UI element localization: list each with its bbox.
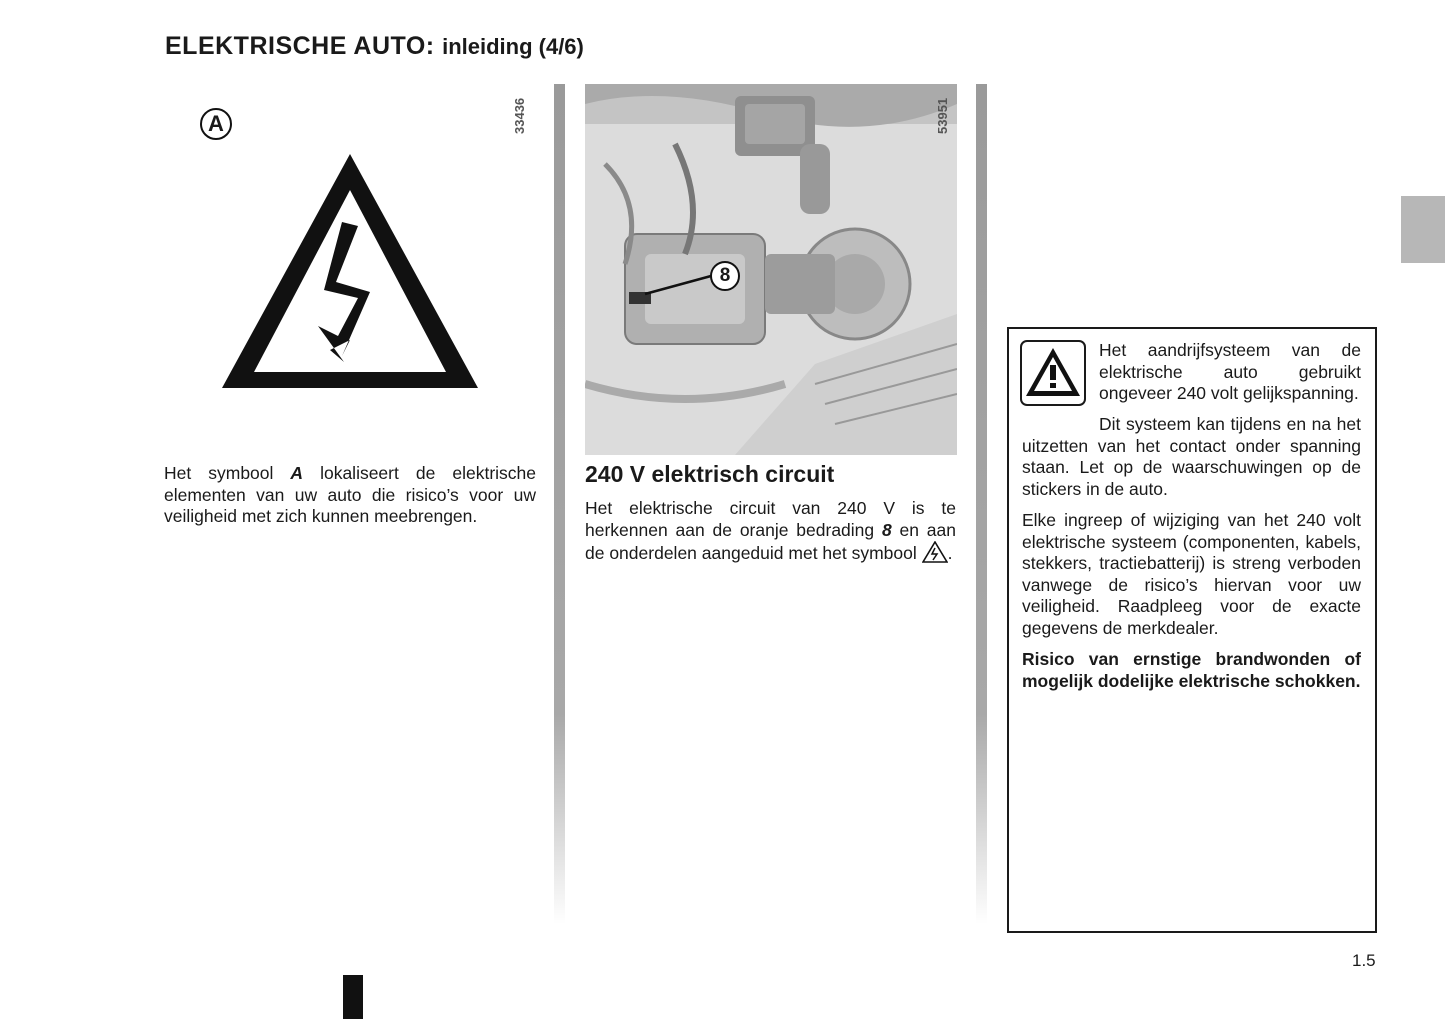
chapter-tab — [1401, 196, 1445, 263]
high-voltage-warning-icon — [218, 150, 482, 392]
figure-number-left: 33436 — [512, 97, 527, 134]
middle-text-before: Het elektrische circuit van 240 V is te herkennen aan de oranje bedrading — [585, 498, 956, 540]
callout-8: 8 — [719, 265, 731, 286]
left-paragraph — [164, 463, 536, 528]
engine-bay-photo — [585, 84, 957, 455]
warning-triangle-icon — [1022, 342, 1084, 404]
small-voltage-warning-icon — [922, 541, 948, 563]
print-mark — [343, 975, 363, 1019]
column-divider-right — [976, 84, 987, 924]
left-text-ref: A — [290, 463, 304, 483]
warning-paragraph-3: Elke ingreep of wijziging van het 240 volt elektrische systeem (componenten, kabels, stekkers, tractiebatterij) is streng verboden vanwege de risico’s hiervan voor uw veiligheid. Raadpleeg voor de exacte gegevens de merkdealer. — [1022, 510, 1361, 638]
warning-paragraph-1: Het aandrijfsysteem van de elektrische auto gebruikt ongeveer 240 volt gelijkspanning. — [1099, 340, 1361, 403]
title-sub: inleiding (4/6) — [442, 34, 584, 59]
page-number: 1.5 — [1352, 951, 1376, 970]
left-text-before: Het symbool — [164, 463, 291, 483]
figure-number-middle: 53951 — [935, 97, 950, 134]
figure-label-a: A — [200, 108, 232, 140]
middle-text-end: . — [947, 543, 953, 563]
middle-text-ref: 8 — [881, 519, 892, 540]
section-heading: 240 V elektrisch circuit — [585, 461, 835, 487]
column-divider-left — [554, 84, 565, 924]
middle-text-after: en aan de onderdelen aangeduid met het symbool — [585, 519, 957, 563]
page-title — [165, 32, 584, 61]
title-main: ELEKTRISCHE AUTO: — [165, 32, 435, 60]
middle-paragraph — [585, 498, 956, 565]
warning-icon-frame — [1020, 340, 1086, 406]
left-text-after: lokaliseert de elektrische elementen van uw auto die risico’s voor uw veiligheid met zich kunnen meebrengen. — [164, 463, 536, 526]
warning-paragraph-4: Risico van ernstige brandwonden of mogelijk dodelijke elektrische schokken. — [1022, 649, 1361, 691]
warning-paragraph-2: Dit systeem kan tijdens en na het uitzetten van het contact onder spanning staan. Let op de waarschuwingen op de stickers in de auto. — [1022, 414, 1361, 499]
engine-bay-illustration — [585, 84, 957, 455]
